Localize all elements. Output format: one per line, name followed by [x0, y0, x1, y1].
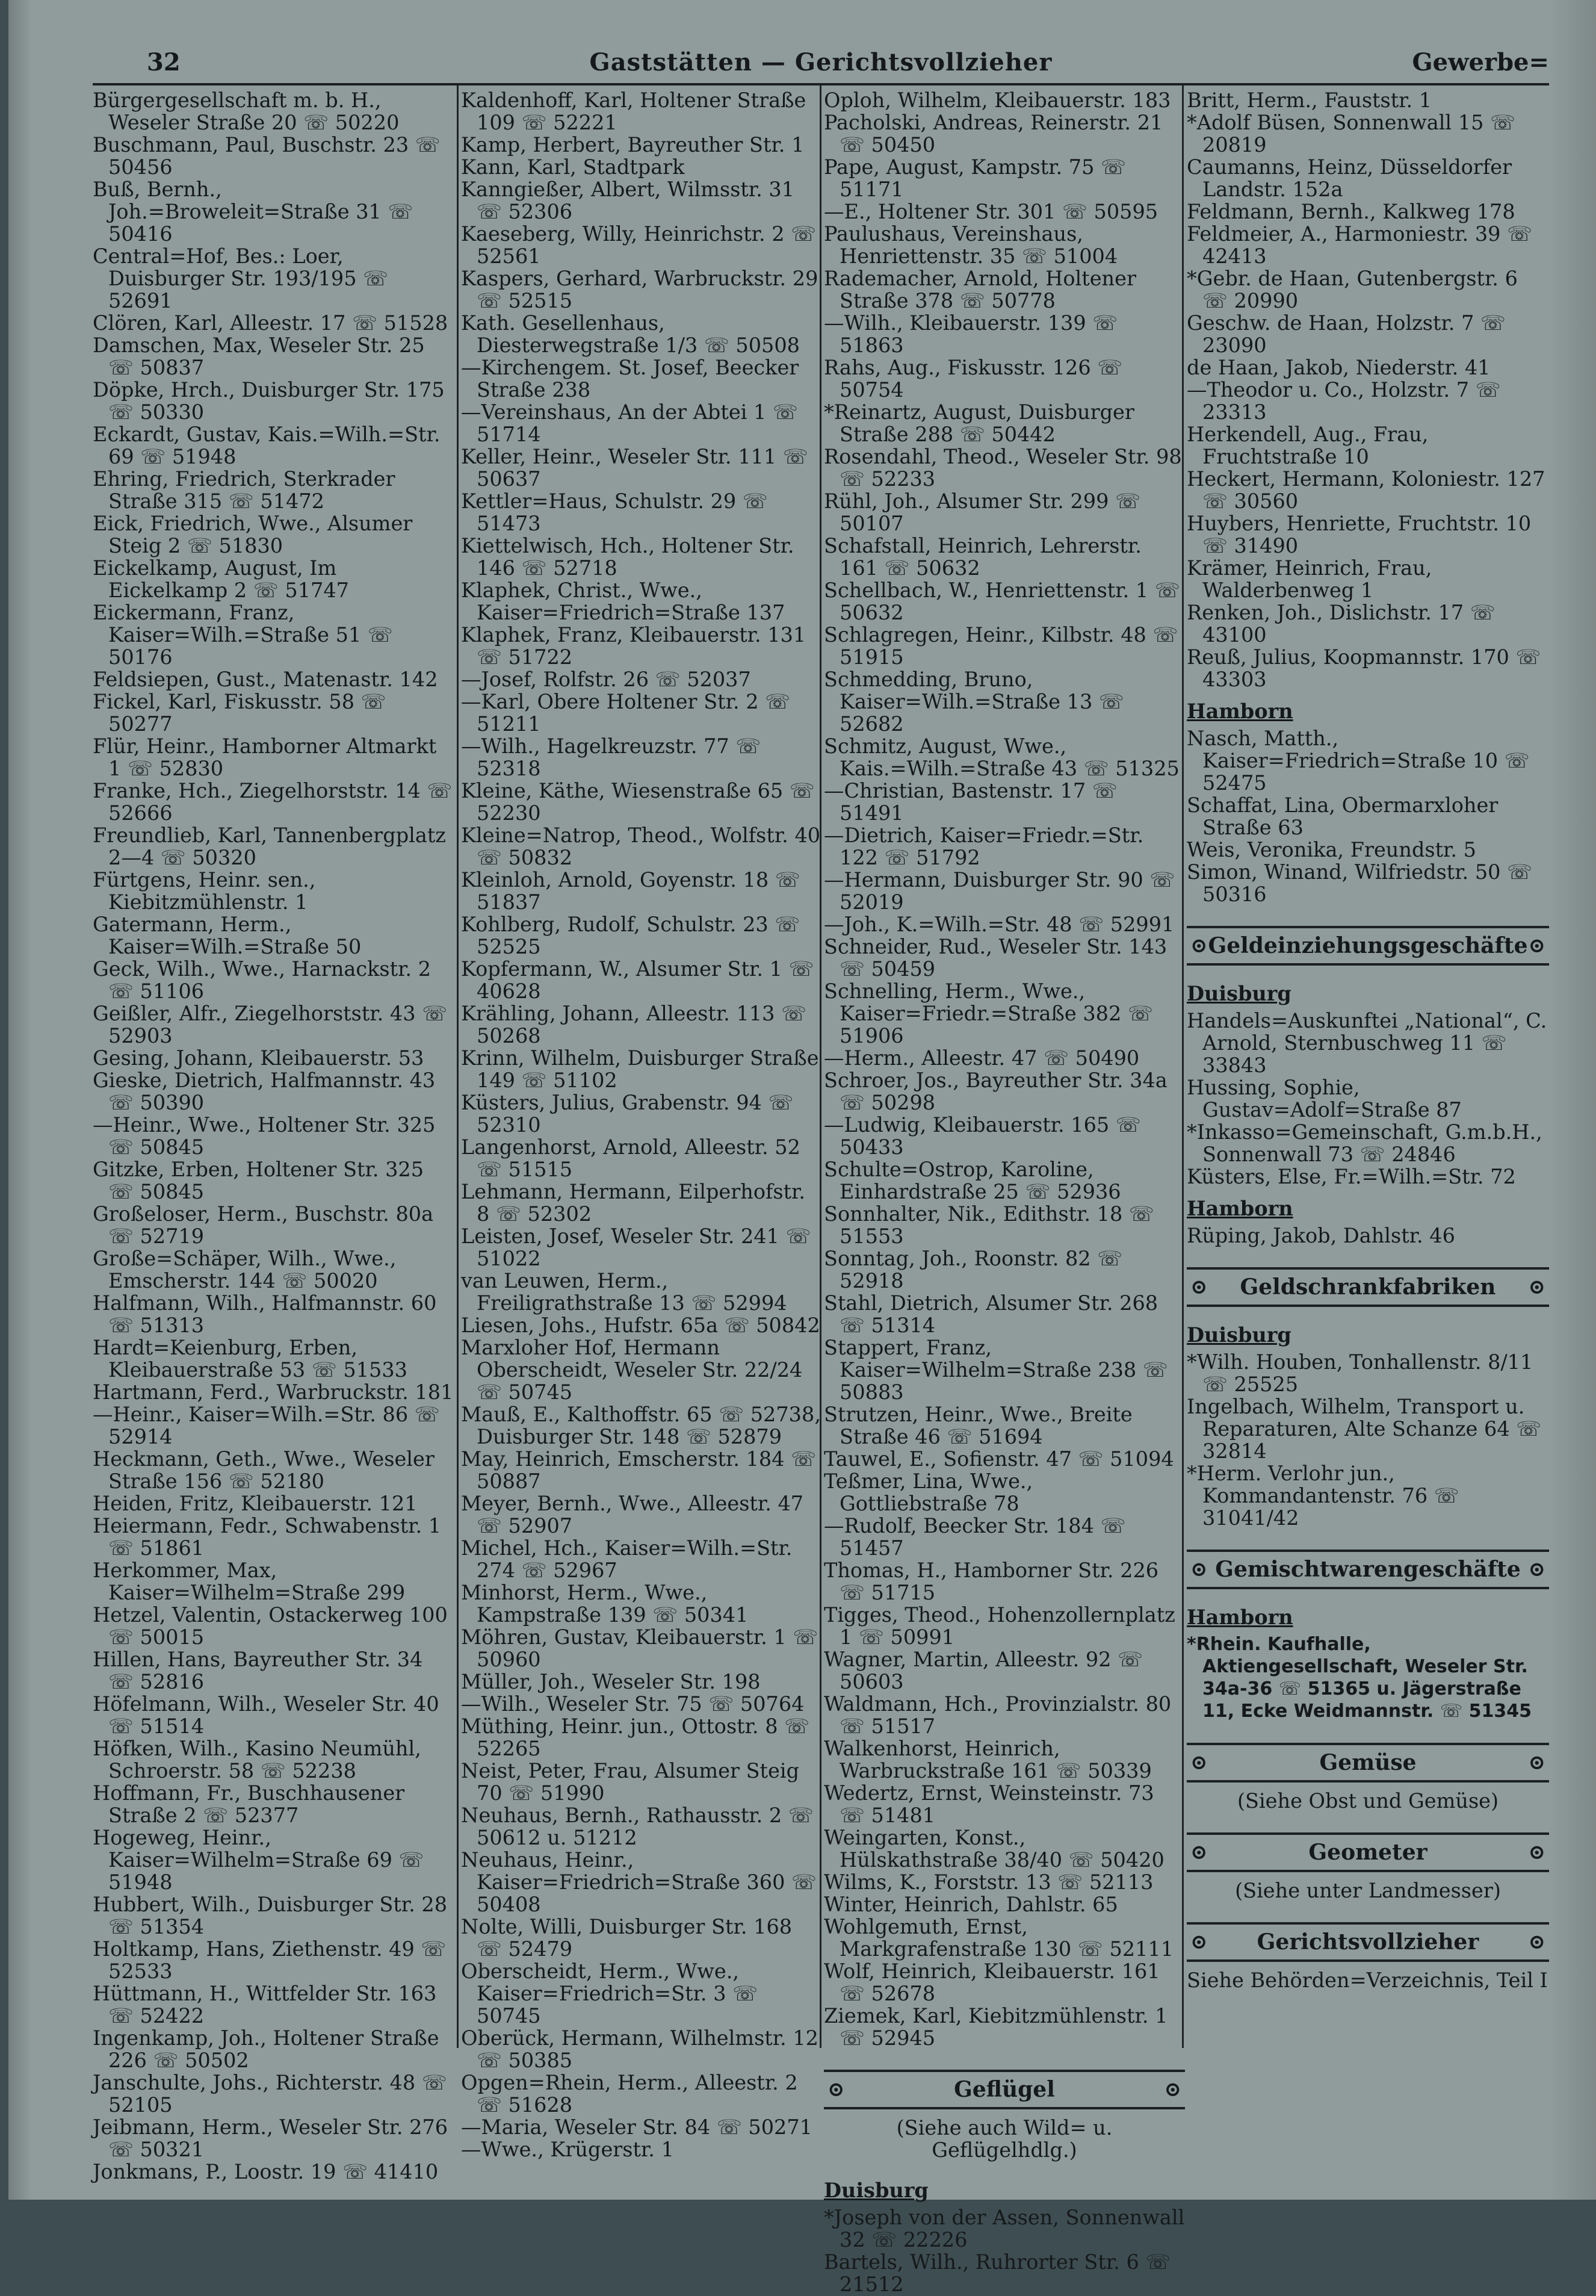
- list-item: Wohlgemuth, Ernst, Markgrafenstraße 130 ☏ 52111: [824, 1915, 1174, 1961]
- ornament-icon: ⊙: [1190, 934, 1208, 958]
- list-item: Leisten, Josef, Weseler Str. 241 ☏ 51022: [461, 1224, 811, 1270]
- list-item: Geck, Wilh., Wwe., Harnackstr. 2 ☏ 51106: [93, 957, 431, 1003]
- list-item: van Leuwen, Herm., Freiligrathstraße 13 ☏ 52994: [461, 1269, 787, 1315]
- list-item: Gesing, Johann, Kleibauerstr. 53: [93, 1046, 424, 1070]
- geldeinziehung-duisburg-entries: [1187, 1010, 1549, 1188]
- ornament-icon: ⊙: [1190, 1751, 1208, 1775]
- list-item: Oberück, Hermann, Wilhelmstr. 12 ☏ 50385: [461, 2026, 818, 2072]
- list-item: Tigges, Theod., Hohenzollernplatz 1 ☏ 50991: [824, 1603, 1175, 1649]
- list-item: —Wwe., Krügerstr. 1: [461, 2138, 674, 2161]
- list-item: Kanngießer, Albert, Wilmsstr. 31 ☏ 52306: [461, 178, 795, 223]
- list-item: Ehring, Friedrich, Sterkrader Straße 315 ☏ 51472: [93, 467, 395, 513]
- list-item: Rademacher, Arnold, Holtener Straße 378 ☏ 50778: [824, 267, 1136, 312]
- list-item: Kann, Karl, Stadtpark: [461, 155, 685, 179]
- list-item: Janschulte, Johs., Richterstr. 48 ☏ 52105: [93, 2071, 447, 2117]
- list-item: Rüping, Jakob, Dahlstr. 46: [1187, 1224, 1455, 1247]
- city-heading: Hamborn: [1187, 700, 1293, 723]
- section-title: Geometer: [1308, 1840, 1427, 1865]
- list-item: Marxloher Hof, Hermann Oberscheidt, Weseler Str. 22/24 ☏ 50745: [461, 1336, 803, 1404]
- column-4: [1187, 89, 1549, 2076]
- list-item: Hillen, Hans, Bayreuther Str. 34 ☏ 52816: [93, 1648, 423, 1693]
- list-item: —Joh., K.=Wilh.=Str. 48 ☏ 52991: [824, 913, 1175, 936]
- list-item: Handels=Auskunftei „National“, C. Arnold, Sternbuschweg 11 ☏ 33843: [1187, 1009, 1547, 1077]
- list-item: May, Heinrich, Emscherstr. 184 ☏ 50887: [461, 1447, 817, 1493]
- list-item: Nolte, Willi, Duisburger Str. 168 ☏ 52479: [461, 1915, 793, 1961]
- list-item: —Heinr., Kaiser=Wilh.=Str. 86 ☏ 52914: [93, 1403, 440, 1448]
- list-item: Krähling, Johann, Alleestr. 113 ☏ 50268: [461, 1002, 806, 1047]
- list-item: Wilms, K., Forststr. 13 ☏ 52113: [824, 1870, 1154, 1894]
- list-item: Feldsiepen, Gust., Matenastr. 142: [93, 668, 438, 691]
- list-item: —Heinr., Wwe., Holtener Str. 325 ☏ 50845: [93, 1113, 436, 1159]
- column-1: [93, 88, 454, 2183]
- running-title: Gaststätten — Gerichtsvollzieher: [589, 48, 1053, 76]
- list-item: —Kirchengem. St. Josef, Beecker Straße 238: [461, 356, 799, 402]
- list-item: Großeloser, Herm., Buschstr. 80a ☏ 52719: [93, 1202, 434, 1248]
- list-item: Krämer, Heinrich, Frau, Walderbenweg 1: [1187, 556, 1432, 602]
- list-item: Hussing, Sophie, Gustav=Adolf=Straße 87: [1187, 1076, 1462, 1122]
- list-item: Geißler, Alfr., Ziegelhorststr. 43 ☏ 52903: [93, 1002, 448, 1047]
- list-item: Lehmann, Hermann, Eilperhofstr. 8 ☏ 52302: [461, 1180, 806, 1226]
- list-item: de Haan, Jakob, Niederstr. 41: [1187, 356, 1491, 379]
- list-item: Kohlberg, Rudolf, Schulstr. 23 ☏ 52525: [461, 913, 800, 958]
- list-item: Feldmann, Bernh., Kalkweg 178: [1187, 200, 1515, 223]
- column-2: [461, 88, 822, 2161]
- list-item: Flür, Heinr., Hamborner Altmarkt 1 ☏ 52830: [93, 734, 437, 780]
- list-item: Thomas, H., Hamborner Str. 226 ☏ 51715: [824, 1559, 1159, 1604]
- list-item: Caumanns, Heinz, Düsseldorfer Landstr. 152a: [1187, 155, 1512, 201]
- ornament-icon: ⊙: [1528, 1557, 1545, 1581]
- list-item: *Wilh. Houben, Tonhallenstr. 8/11 ☏ 25525: [1187, 1350, 1533, 1396]
- directory-page: [8, 0, 1596, 2296]
- ornament-icon: ⊙: [1190, 1557, 1208, 1581]
- list-item: Wolf, Heinrich, Kleibauerstr. 161 ☏ 52678: [824, 1959, 1160, 2005]
- list-item: —Dietrich, Kaiser=Friedr.=Str. 122 ☏ 51792: [824, 824, 1144, 869]
- list-item: Kleine=Natrop, Theod., Wolfstr. 40 ☏ 50832: [461, 824, 821, 869]
- column-3-entries: [824, 89, 1185, 2049]
- list-item: —Rudolf, Beecker Str. 184 ☏ 51457: [824, 1514, 1126, 1560]
- list-item: —E., Holtener Str. 301 ☏ 50595: [824, 200, 1158, 223]
- list-item: Minhorst, Herm., Wwe., Kampstraße 139 ☏ 50341: [461, 1581, 749, 1627]
- ornament-icon: ⊙: [1528, 934, 1545, 958]
- list-item: Herkommer, Max, Kaiser=Wilhelm=Straße 299: [93, 1559, 406, 1604]
- list-item: Hardt=Keienburg, Erben, Kleibauerstraße 53 ☏ 51533: [93, 1336, 407, 1382]
- list-item: Ziemek, Karl, Kiebitzmühlenstr. 1 ☏ 52945: [824, 2004, 1168, 2050]
- list-item: Eickermann, Franz, Kaiser=Wilh.=Straße 51 ☏ 50176: [93, 601, 393, 669]
- list-item: Klaphek, Christ., Wwe., Kaiser=Friedrich=Straße 137: [461, 579, 785, 624]
- list-item: Meyer, Bernh., Wwe., Alleestr. 47 ☏ 52907: [461, 1492, 804, 1537]
- list-item: Kaeseberg, Willy, Heinrichstr. 2 ☏ 52561: [461, 222, 817, 268]
- list-item: Opgen=Rhein, Herm., Alleestr. 2 ☏ 51628: [461, 2071, 798, 2117]
- gefluegel-entries: [824, 2206, 1185, 2295]
- list-item: Weis, Veronika, Freundstr. 5: [1187, 838, 1476, 861]
- ornament-icon: ⊙: [1528, 1751, 1545, 1775]
- list-item: Teßmer, Lina, Wwe., Gottliebstraße 78: [824, 1469, 1033, 1515]
- list-item: Halfmann, Wilh., Halfmannstr. 60 ☏ 51313: [93, 1291, 437, 1337]
- list-item: Michel, Hch., Kaiser=Wilh.=Str. 274 ☏ 52967: [461, 1536, 793, 1582]
- list-item: Freundlieb, Karl, Tannenbergplatz 2—4 ☏ 50320: [93, 824, 446, 869]
- list-item: Heckert, Hermann, Koloniestr. 127 ☏ 30560: [1187, 467, 1545, 513]
- list-item: —Ludwig, Kleibauerstr. 165 ☏ 50433: [824, 1113, 1141, 1159]
- city-heading: Duisburg: [1187, 982, 1291, 1005]
- list-item: Küsters, Else, Fr.=Wilh.=Str. 72: [1187, 1165, 1516, 1188]
- list-item: Winter, Heinrich, Dahlstr. 65: [824, 1893, 1118, 1916]
- list-item: Kleine, Käthe, Wiesenstraße 65 ☏ 52230: [461, 779, 815, 825]
- list-item: Liesen, Johs., Hufstr. 65a ☏ 50842: [461, 1314, 820, 1337]
- list-item: Franke, Hch., Ziegelhorststr. 14 ☏ 52666: [93, 779, 453, 825]
- list-item: —Wilh., Weseler Str. 75 ☏ 50764: [461, 1692, 805, 1716]
- section-banner-gerichtsvollzieher: [1187, 1922, 1549, 1962]
- section-title: Geldeinziehungsgeschäfte: [1208, 933, 1528, 958]
- list-item: —Maria, Weseler Str. 84 ☏ 50271: [461, 2115, 812, 2139]
- list-item: Renken, Joh., Dislichstr. 17 ☏ 43100: [1187, 601, 1495, 647]
- list-item: Heckmann, Geth., Wwe., Weseler Straße 156 ☏ 52180: [93, 1447, 435, 1493]
- ornament-icon: ⊙: [1528, 1930, 1545, 1954]
- list-item: —Theodor u. Co., Holzstr. 7 ☏ 23313: [1187, 378, 1501, 424]
- city-heading: Duisburg: [1187, 1323, 1291, 1347]
- list-item: Klaphek, Franz, Kleibauerstr. 131 ☏ 51722: [461, 623, 806, 669]
- column-3: [824, 88, 1185, 2296]
- list-item: Herkendell, Aug., Frau, Fruchtstraße 10: [1187, 423, 1429, 468]
- list-item: Müller, Joh., Weseler Str. 198: [461, 1670, 761, 1693]
- list-item: Schroer, Jos., Bayreuther Str. 34a ☏ 50298: [824, 1069, 1168, 1114]
- geldschrank-entries: [1187, 1351, 1549, 1529]
- list-item: Kamp, Herbert, Bayreuther Str. 1: [461, 133, 805, 157]
- list-item: Huybers, Henriette, Fruchtstr. 10 ☏ 31490: [1187, 512, 1532, 557]
- ornament-icon: ⊙: [1190, 1275, 1208, 1299]
- list-item: Küsters, Julius, Grabenstr. 94 ☏ 52310: [461, 1091, 794, 1137]
- ornament-icon: ⊙: [1528, 1840, 1545, 1864]
- list-item: Fickel, Karl, Fiskusstr. 58 ☏ 50277: [93, 690, 386, 736]
- section-title: Gemüse: [1319, 1750, 1417, 1775]
- list-item: —Karl, Obere Holtener Str. 2 ☏ 51211: [461, 690, 791, 736]
- list-item: Feldmeier, A., Harmoniestr. 39 ☏ 42413: [1187, 222, 1532, 268]
- list-item: Hetzel, Valentin, Ostackerweg 100 ☏ 50015: [93, 1603, 448, 1649]
- list-item: Ingelbach, Wilhelm, Transport u. Reparaturen, Alte Schanze 64 ☏ 32814: [1187, 1395, 1542, 1463]
- section-banner-gefluegel: [824, 2070, 1185, 2109]
- list-item: Möhren, Gustav, Kleibauerstr. 1 ☏ 50960: [461, 1625, 818, 1671]
- list-item: *Joseph von der Assen, Sonnenwall 32 ☏ 22226: [824, 2206, 1185, 2251]
- list-item: Sonnhalter, Nik., Edithstr. 18 ☏ 51553: [824, 1202, 1154, 1248]
- list-item: Fürtgens, Heinr. sen., Kiebitzmühlenstr. 1: [93, 868, 316, 914]
- list-item: Kopfermann, W., Alsumer Str. 1 ☏ 40628: [461, 957, 814, 1003]
- list-item: Sonntag, Joh., Roonstr. 82 ☏ 52918: [824, 1247, 1123, 1292]
- column-rule: [457, 85, 459, 2048]
- ornament-icon: ⊙: [1164, 2077, 1181, 2102]
- list-item: Strutzen, Heinr., Wwe., Breite Straße 46 ☏ 51694: [824, 1403, 1133, 1448]
- list-item: Stappert, Franz, Kaiser=Wilhelm=Straße 238 ☏ 50883: [824, 1336, 1168, 1404]
- section-banner-gemischtwaren: [1187, 1550, 1549, 1589]
- list-item: Rosendahl, Theod., Weseler Str. 98 ☏ 52233: [824, 445, 1182, 491]
- list-item: Reuß, Julius, Koopmannstr. 170 ☏ 43303: [1187, 645, 1541, 691]
- list-item: Bürgergesellschaft m. b. H., Weseler Straße 20 ☏ 50220: [93, 88, 400, 134]
- list-item: Oberscheidt, Herm., Wwe., Kaiser=Friedrich=Str. 3 ☏ 50745: [461, 1959, 758, 2028]
- list-item: *Inkasso=Gemeinschaft, G.m.b.H., Sonnenwall 73 ☏ 24846: [1187, 1120, 1542, 1166]
- list-item: Geschw. de Haan, Holzstr. 7 ☏ 23090: [1187, 311, 1506, 357]
- list-item: Schafstall, Heinrich, Lehrerstr. 161 ☏ 50632: [824, 534, 1142, 580]
- list-item: —Hermann, Duisburger Str. 90 ☏ 52019: [824, 868, 1175, 914]
- list-item: Keller, Heinr., Weseler Str. 111 ☏ 50637: [461, 445, 808, 491]
- ornament-icon: ⊙: [827, 2077, 845, 2102]
- section-note: (Siehe unter Landmesser): [1235, 1879, 1501, 1902]
- list-item: Schnelling, Herm., Wwe., Kaiser=Friedr.=Straße 382 ☏ 51906: [824, 979, 1153, 1047]
- list-item: Wagner, Martin, Alleestr. 92 ☏ 50603: [824, 1648, 1143, 1693]
- list-item: Hogeweg, Heinr., Kaiser=Wilhelm=Straße 69 ☏ 51948: [93, 1826, 424, 1894]
- list-item: —Wilh., Kleibauerstr. 139 ☏ 51863: [824, 311, 1118, 357]
- list-item: —Vereinshaus, An der Abtei 1 ☏ 51714: [461, 400, 798, 446]
- list-item: Schmitz, August, Wwe., Kais.=Wilh.=Straße 43 ☏ 51325: [824, 734, 1180, 780]
- list-item: Damschen, Max, Weseler Str. 25 ☏ 50837: [93, 334, 425, 379]
- list-item: Eick, Friedrich, Wwe., Alsumer Steig 2 ☏ 51830: [93, 512, 413, 557]
- section-note: (Siehe Obst und Gemüse): [1237, 1789, 1499, 1813]
- list-item: Jeibmann, Herm., Weseler Str. 276 ☏ 50321: [93, 2115, 448, 2161]
- list-item: Weingarten, Konst., Hülskathstraße 38/40 ☏ 50420: [824, 1826, 1165, 1872]
- section-note: (Siehe auch Wild= u. Geflügelhdlg.): [896, 2116, 1113, 2162]
- list-item: Pape, August, Kampstr. 75 ☏ 51171: [824, 155, 1126, 201]
- ornament-icon: ⊙: [1528, 1275, 1545, 1299]
- ornament-icon: ⊙: [1190, 1840, 1208, 1864]
- list-item: Kath. Gesellenhaus, Diesterwegstraße 1/3 ☏ 50508: [461, 311, 800, 357]
- ornament-icon: ⊙: [1190, 1930, 1208, 1954]
- list-item: Höfken, Wilh., Kasino Neumühl, Schroerstr. 58 ☏ 52238: [93, 1737, 421, 1783]
- list-item: Döpke, Hrch., Duisburger Str. 175 ☏ 50330: [93, 378, 445, 424]
- list-item: Ingenkamp, Joh., Holtener Straße 226 ☏ 50502: [93, 2026, 439, 2072]
- section-note: Siehe Behörden=Verzeichnis, Teil I: [1187, 1969, 1548, 1992]
- list-item: Rühl, Joh., Alsumer Str. 299 ☏ 50107: [824, 489, 1140, 535]
- page-number: 32: [147, 48, 181, 76]
- list-item: Große=Schäper, Wilh., Wwe., Emscherstr. 144 ☏ 50020: [93, 1247, 397, 1292]
- list-item: Eickelkamp, August, Im Eickelkamp 2 ☏ 51747: [93, 556, 349, 602]
- list-item: Neuhaus, Bernh., Rathausstr. 2 ☏ 50612 u. 51212: [461, 1804, 814, 1849]
- city-heading: Hamborn: [1187, 1197, 1293, 1220]
- list-item: Simon, Winand, Wilfriedstr. 50 ☏ 50316: [1187, 860, 1533, 906]
- hamborn-entries: [1187, 727, 1549, 905]
- list-item: Waldmann, Hch., Provinzialstr. 80 ☏ 51517: [824, 1692, 1172, 1738]
- list-item: Bartels, Wilh., Ruhrorter Str. 6 ☏ 21512: [824, 2250, 1171, 2296]
- section-title: Gemischtwarengeschäfte: [1215, 1557, 1521, 1582]
- list-item: Britt, Herm., Fauststr. 1: [1187, 88, 1432, 112]
- section-banner-geometer: [1187, 1832, 1549, 1872]
- geldeinziehung-hamborn-entries: [1187, 1224, 1549, 1247]
- section-banner-geldschrank: [1187, 1267, 1549, 1307]
- list-item: Heiden, Fritz, Kleibauerstr. 121: [93, 1492, 418, 1515]
- list-item: Buß, Bernh., Joh.=Broweleit=Straße 31 ☏ 50416: [93, 178, 413, 246]
- list-item: Paulushaus, Vereinshaus, Henriettenstr. 35 ☏ 51004: [824, 222, 1118, 268]
- list-item: Schellbach, W., Henriettenstr. 1 ☏ 50632: [824, 579, 1180, 624]
- list-item: Holtkamp, Hans, Ziethenstr. 49 ☏ 52533: [93, 1937, 447, 1983]
- list-item: Neist, Peter, Frau, Alsumer Steig 70 ☏ 51990: [461, 1759, 800, 1805]
- list-item: Buschmann, Paul, Buschstr. 23 ☏ 50456: [93, 133, 441, 179]
- list-item: *Rhein. Kaufhalle, Aktiengesellschaft, Weseler Str. 34a-36 ☏ 51365 u. Jägerstraße 11, Ecke Weidmannstr. ☏ 51345: [1187, 1634, 1532, 1722]
- list-item: Wedertz, Ernst, Weinsteinstr. 73 ☏ 51481: [824, 1781, 1154, 1827]
- list-item: Schlagregen, Heinr., Kilbstr. 48 ☏ 51915: [824, 623, 1178, 669]
- list-item: Hartmann, Ferd., Warbruckstr. 181: [93, 1380, 454, 1404]
- list-item: Krinn, Wilhelm, Duisburger Straße 149 ☏ 51102: [461, 1046, 819, 1092]
- list-item: Stahl, Dietrich, Alsumer Str. 268 ☏ 51314: [824, 1291, 1158, 1337]
- list-item: Gatermann, Herm., Kaiser=Wilh.=Straße 50: [93, 913, 362, 958]
- list-item: Eckardt, Gustav, Kais.=Wilh.=Str. 69 ☏ 51948: [93, 423, 441, 468]
- list-item: Nasch, Matth., Kaiser=Friedrich=Straße 10 ☏ 52475: [1187, 727, 1530, 795]
- section-banner-geldeinziehung: [1187, 926, 1549, 966]
- list-item: Schaffat, Lina, Obermarxloher Straße 63: [1187, 793, 1499, 839]
- list-item: Kleinloh, Arnold, Goyenstr. 18 ☏ 51837: [461, 868, 800, 914]
- list-item: Clören, Karl, Alleestr. 17 ☏ 51528: [93, 311, 448, 335]
- city-heading: Hamborn: [1187, 1606, 1293, 1629]
- section-title: Gerichtsvollzieher: [1257, 1929, 1479, 1955]
- list-item: Langenhorst, Arnold, Alleestr. 52 ☏ 51515: [461, 1135, 800, 1181]
- city-heading: Duisburg: [824, 2179, 929, 2202]
- list-item: *Herm. Verlohr jun., Kommandantenstr. 76 ☏ 31041/42: [1187, 1462, 1459, 1530]
- list-item: Neuhaus, Heinr., Kaiser=Friedrich=Straße 360 ☏ 50408: [461, 1848, 817, 1916]
- list-item: —Christian, Bastenstr. 17 ☏ 51491: [824, 779, 1118, 825]
- list-item: Höfelmann, Wilh., Weseler Str. 40 ☏ 51514: [93, 1692, 439, 1738]
- list-item: Kaspers, Gerhard, Warbruckstr. 29 ☏ 52515: [461, 267, 818, 312]
- list-item: Kiettelwisch, Hch., Holtener Str. 146 ☏ 52718: [461, 534, 794, 580]
- list-item: *Adolf Büsen, Sonnenwall 15 ☏ 20819: [1187, 111, 1515, 157]
- list-item: Gieske, Dietrich, Halfmannstr. 43 ☏ 50390: [93, 1069, 436, 1114]
- list-item: Hüttmann, H., Wittfelder Str. 163 ☏ 52422: [93, 1982, 437, 2028]
- section-title: Geldschrankfabriken: [1240, 1274, 1496, 1300]
- list-item: *Reinartz, August, Duisburger Straße 288 ☏ 50442: [824, 400, 1134, 446]
- list-item: Kaldenhoff, Karl, Holtener Straße 109 ☏ 52221: [461, 88, 806, 134]
- list-item: —Josef, Rolfstr. 26 ☏ 52037: [461, 668, 751, 691]
- list-item: Hoffmann, Fr., Buschhausener Straße 2 ☏ 52377: [93, 1781, 405, 1827]
- list-item: Heiermann, Fedr., Schwabenstr. 1 ☏ 51861: [93, 1514, 442, 1560]
- list-item: Gitzke, Erben, Holtener Str. 325 ☏ 50845: [93, 1158, 424, 1203]
- list-item: *Gebr. de Haan, Gutenbergstr. 6 ☏ 20990: [1187, 267, 1518, 312]
- page-header: [93, 48, 1549, 85]
- list-item: —Herm., Alleestr. 47 ☏ 50490: [824, 1046, 1140, 1070]
- list-item: Rahs, Aug., Fiskusstr. 126 ☏ 50754: [824, 356, 1123, 402]
- list-item: —Wilh., Hagelkreuzstr. 77 ☏ 52318: [461, 734, 761, 780]
- column-4-entries: [1187, 89, 1549, 690]
- running-right-heading: Gewerbe=: [1412, 48, 1549, 76]
- list-item: Oploh, Wilhelm, Kleibauerstr. 183: [824, 88, 1171, 112]
- section-banner-gemuese: [1187, 1743, 1549, 1783]
- list-item: Central=Hof, Bes.: Loer, Duisburger Str. 193/195 ☏ 52691: [93, 244, 389, 312]
- list-item: Pacholski, Andreas, Reinerstr. 21 ☏ 50450: [824, 111, 1163, 157]
- list-item: Tauwel, E., Sofienstr. 47 ☏ 51094: [824, 1447, 1174, 1471]
- section-title: Geflügel: [954, 2077, 1055, 2102]
- list-item: Mauß, E., Kalthoffstr. 65 ☏ 52738, Duisburger Str. 148 ☏ 52879: [461, 1403, 821, 1448]
- list-item: Schneider, Rud., Weseler Str. 143 ☏ 50459: [824, 935, 1168, 981]
- list-item: Walkenhorst, Heinrich, Warbruckstraße 161 ☏ 50339: [824, 1737, 1152, 1783]
- list-item: Kettler=Haus, Schulstr. 29 ☏ 51473: [461, 489, 768, 535]
- list-item: Jonkmans, P., Loostr. 19 ☏ 41410: [93, 2160, 439, 2183]
- list-item: Hubbert, Wilh., Duisburger Str. 28 ☏ 51354: [93, 1893, 448, 1938]
- list-item: Müthing, Heinr. jun., Ottostr. 8 ☏ 52265: [461, 1714, 810, 1760]
- list-item: Schulte=Ostrop, Karoline, Einhardstraße 25 ☏ 52936: [824, 1158, 1121, 1203]
- list-item: Schmedding, Bruno, Kaiser=Wilh.=Straße 13 ☏ 52682: [824, 668, 1124, 736]
